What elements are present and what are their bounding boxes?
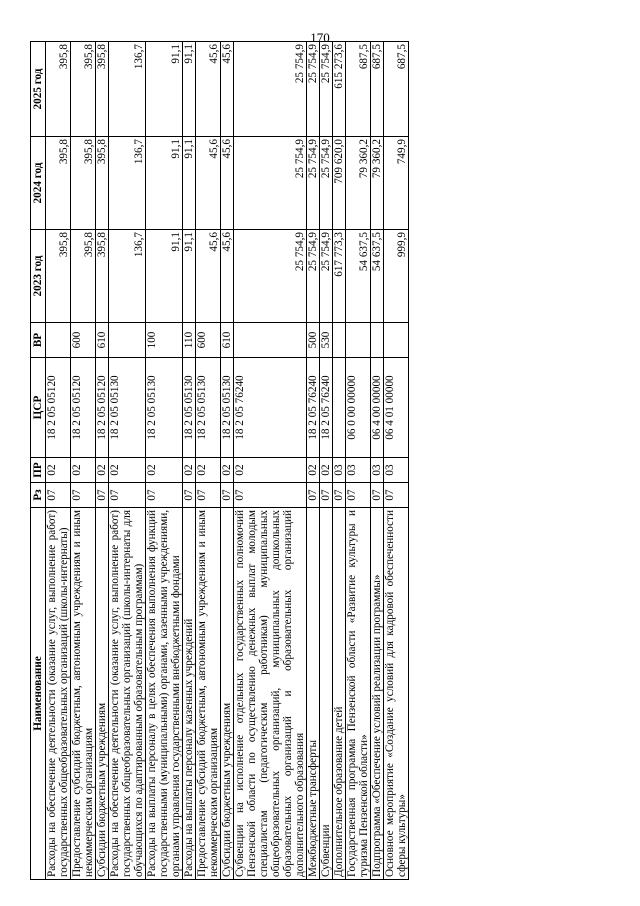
row-2024-cell: 136,7 — [109, 137, 146, 230]
row-csr-cell: 18 2 05 05130 — [196, 358, 221, 458]
row-rz-cell: 07 — [333, 483, 346, 508]
row-name-cell: Субсидии бюджетным учреждениям — [96, 508, 109, 880]
row-2023-cell: 395,8 — [96, 230, 109, 323]
row-csr-cell: 18 2 05 05130 — [146, 358, 183, 458]
row-csr-cell: 06 4 00 00000 — [371, 358, 384, 458]
row-pr-cell: 03 — [384, 458, 409, 483]
row-vr-cell: 610 — [96, 323, 109, 358]
budget-table-container — [30, 42, 530, 880]
row-2024-cell: 395,8 — [46, 137, 71, 230]
row-2023-cell: 395,8 — [71, 230, 96, 323]
row-vr-cell: 500 — [307, 323, 320, 358]
row-2025-cell: 25 754,9 — [320, 42, 333, 137]
row-2023-cell: 25 754,9 — [320, 230, 333, 323]
row-2023-cell: 25 754,9 — [307, 230, 320, 323]
row-name-cell: Подпрограмма «Обеспечение условий реализации программы» — [371, 508, 384, 880]
row-pr-cell: 02 — [46, 458, 71, 483]
table-row — [146, 42, 183, 880]
row-pr-cell: 02 — [71, 458, 96, 483]
row-vr-cell: 600 — [196, 323, 221, 358]
row-name-cell: Основное мероприятие «Создание условий для кадровой обеспеченности сферы культуры» — [384, 508, 409, 880]
table-row — [71, 42, 96, 880]
table-row — [221, 42, 234, 880]
row-pr-cell: 03 — [371, 458, 384, 483]
row-csr-cell: 18 2 05 76240 — [320, 358, 333, 458]
row-2024-cell: 749,9 — [384, 137, 409, 230]
row-name-cell: Расходы на выплаты персоналу казенных учреждений — [183, 508, 196, 880]
row-name-cell: Расходы на обеспечение деятельности (оказание услуг, выполнение работ) государственных общеобразовательных организаций (школы-интернаты для обучающихся по адаптированным образовательным программам) — [109, 508, 146, 880]
row-vr-cell: 100 — [146, 323, 183, 358]
row-2024-cell: 91,1 — [183, 137, 196, 230]
row-pr-cell: 03 — [346, 458, 371, 483]
row-name-cell: Дополнительное образование детей — [333, 508, 346, 880]
table-row — [109, 42, 146, 880]
row-2025-cell: 687,5 — [346, 42, 371, 137]
row-2023-cell: 45,6 — [221, 230, 234, 323]
row-pr-cell: 02 — [196, 458, 221, 483]
row-vr-cell: 610 — [221, 323, 234, 358]
row-2023-cell: 91,1 — [146, 230, 183, 323]
table-row — [384, 42, 409, 880]
row-2025-cell: 25 754,9 — [234, 42, 307, 137]
row-vr-cell — [384, 323, 409, 358]
row-2025-cell: 136,7 — [109, 42, 146, 137]
row-2024-cell: 709 620,0 — [333, 137, 346, 230]
row-rz-cell: 07 — [371, 483, 384, 508]
row-name-cell: Расходы на обеспечение деятельности (оказание услуг, выполнение работ) государственных общеобразовательных организаций (школы-интернаты) — [46, 508, 71, 880]
row-rz-cell: 07 — [71, 483, 96, 508]
row-name-cell: Предоставление субсидий бюджетным, автономным учреждениям и иным некоммерческим организациям — [196, 508, 221, 880]
row-vr-cell: 530 — [320, 323, 333, 358]
row-2025-cell: 395,8 — [71, 42, 96, 137]
table-row — [46, 42, 71, 880]
row-csr-cell: 18 2 05 76240 — [234, 358, 307, 458]
row-rz-cell: 07 — [46, 483, 71, 508]
row-2024-cell: 79 360,2 — [371, 137, 384, 230]
row-name-cell: Предоставление субсидий бюджетным, автономным учреждениям и иным некоммерческим организациям — [71, 508, 96, 880]
row-csr-cell: 18 2 05 05130 — [109, 358, 146, 458]
table-row — [96, 42, 109, 880]
row-2025-cell: 45,6 — [221, 42, 234, 137]
col-header-2025: 2025 год — [31, 42, 46, 137]
row-name-cell: Субвенции на исполнение отдельных государственных полномочий Пензенской области по осуществлению денежных выплат молодым специалистам (педагогическим работникам) муниципальных общеобразовательных организаций, муниципальных дошкольных образовательных организаций и образовательных организаций дополнительного образования — [234, 508, 307, 880]
row-rz-cell: 07 — [196, 483, 221, 508]
row-rz-cell: 07 — [320, 483, 333, 508]
row-name-cell: Межбюджетные трансферты — [307, 508, 320, 880]
table-row — [196, 42, 221, 880]
row-2024-cell: 25 754,9 — [234, 137, 307, 230]
page-number: 170 — [310, 30, 330, 45]
row-vr-cell: 600 — [71, 323, 96, 358]
row-csr-cell: 18 2 05 05130 — [221, 358, 234, 458]
row-2025-cell: 395,8 — [46, 42, 71, 137]
row-csr-cell: 18 2 05 05120 — [71, 358, 96, 458]
row-pr-cell: 02 — [96, 458, 109, 483]
row-csr-cell: 18 2 05 05130 — [183, 358, 196, 458]
row-2023-cell: 54 637,5 — [346, 230, 371, 323]
row-2023-cell: 617 773,3 — [333, 230, 346, 323]
row-2024-cell: 395,8 — [71, 137, 96, 230]
row-2023-cell: 25 754,9 — [234, 230, 307, 323]
row-rz-cell: 07 — [307, 483, 320, 508]
row-pr-cell: 02 — [146, 458, 183, 483]
row-csr-cell: 18 2 05 05120 — [46, 358, 71, 458]
col-header-vr: ВР — [31, 323, 46, 358]
row-2024-cell: 91,1 — [146, 137, 183, 230]
row-vr-cell — [46, 323, 71, 358]
table-row — [307, 42, 320, 880]
row-vr-cell — [109, 323, 146, 358]
table-row — [333, 42, 346, 880]
row-name-cell: Субсидии бюджетным учреждениям — [221, 508, 234, 880]
col-header-csr: ЦСР — [31, 358, 46, 458]
col-header-2024: 2024 год — [31, 137, 46, 230]
row-2023-cell: 999,9 — [384, 230, 409, 323]
table-row — [183, 42, 196, 880]
col-header-rz: Рз — [31, 483, 46, 508]
row-pr-cell: 02 — [109, 458, 146, 483]
row-2025-cell: 91,1 — [183, 42, 196, 137]
row-name-cell: Государственная программа Пензенской области «Развитие культуры и туризма Пензенской области» — [346, 508, 371, 880]
budget-table — [30, 41, 409, 880]
col-header-2023: 2023 год — [31, 230, 46, 323]
row-pr-cell: 02 — [221, 458, 234, 483]
row-rz-cell: 07 — [234, 483, 307, 508]
row-csr-cell: 06 4 01 00000 — [384, 358, 409, 458]
row-2023-cell: 395,8 — [46, 230, 71, 323]
row-2023-cell: 45,6 — [196, 230, 221, 323]
row-2024-cell: 395,8 — [96, 137, 109, 230]
row-csr-cell: 18 2 05 76240 — [307, 358, 320, 458]
table-row — [346, 42, 371, 880]
table-row — [234, 42, 307, 880]
row-2023-cell: 91,1 — [183, 230, 196, 323]
table-body — [46, 42, 409, 880]
row-rz-cell: 07 — [96, 483, 109, 508]
row-2025-cell: 91,1 — [146, 42, 183, 137]
row-2024-cell: 25 754,9 — [320, 137, 333, 230]
row-rz-cell: 07 — [221, 483, 234, 508]
row-vr-cell — [371, 323, 384, 358]
row-2025-cell: 25 754,9 — [307, 42, 320, 137]
row-rz-cell: 07 — [109, 483, 146, 508]
row-rz-cell: 07 — [146, 483, 183, 508]
row-2025-cell: 395,8 — [96, 42, 109, 137]
row-csr-cell: 06 0 00 00000 — [346, 358, 371, 458]
row-rz-cell: 07 — [183, 483, 196, 508]
row-2025-cell: 45,6 — [196, 42, 221, 137]
row-pr-cell: 03 — [333, 458, 346, 483]
row-vr-cell — [234, 323, 307, 358]
header-row — [31, 42, 46, 880]
table-row — [320, 42, 333, 880]
col-header-pr: ПР — [31, 458, 46, 483]
row-rz-cell: 07 — [384, 483, 409, 508]
row-2024-cell: 45,6 — [196, 137, 221, 230]
row-2024-cell: 79 360,2 — [346, 137, 371, 230]
col-header-name: Наименование — [31, 508, 46, 880]
row-2024-cell: 45,6 — [221, 137, 234, 230]
row-name-cell: Субвенции — [320, 508, 333, 880]
row-2024-cell: 25 754,9 — [307, 137, 320, 230]
row-pr-cell: 02 — [320, 458, 333, 483]
row-vr-cell — [346, 323, 371, 358]
row-csr-cell — [333, 358, 346, 458]
row-pr-cell: 02 — [234, 458, 307, 483]
row-vr-cell — [333, 323, 346, 358]
row-2023-cell: 54 637,5 — [371, 230, 384, 323]
row-pr-cell: 02 — [183, 458, 196, 483]
row-2025-cell: 615 273,6 — [333, 42, 346, 137]
row-rz-cell: 07 — [346, 483, 371, 508]
row-2025-cell: 687,5 — [371, 42, 384, 137]
row-2025-cell: 687,5 — [384, 42, 409, 137]
row-csr-cell: 18 2 05 05120 — [96, 358, 109, 458]
table-row — [371, 42, 384, 880]
row-2023-cell: 136,7 — [109, 230, 146, 323]
row-name-cell: Расходы на выплаты персоналу в целях обеспечения выполнения функций государственными (муниципальными) органами, казенными учреждениями, органами управления государственными внебюджетными фондами — [146, 508, 183, 880]
row-pr-cell: 02 — [307, 458, 320, 483]
row-vr-cell: 110 — [183, 323, 196, 358]
